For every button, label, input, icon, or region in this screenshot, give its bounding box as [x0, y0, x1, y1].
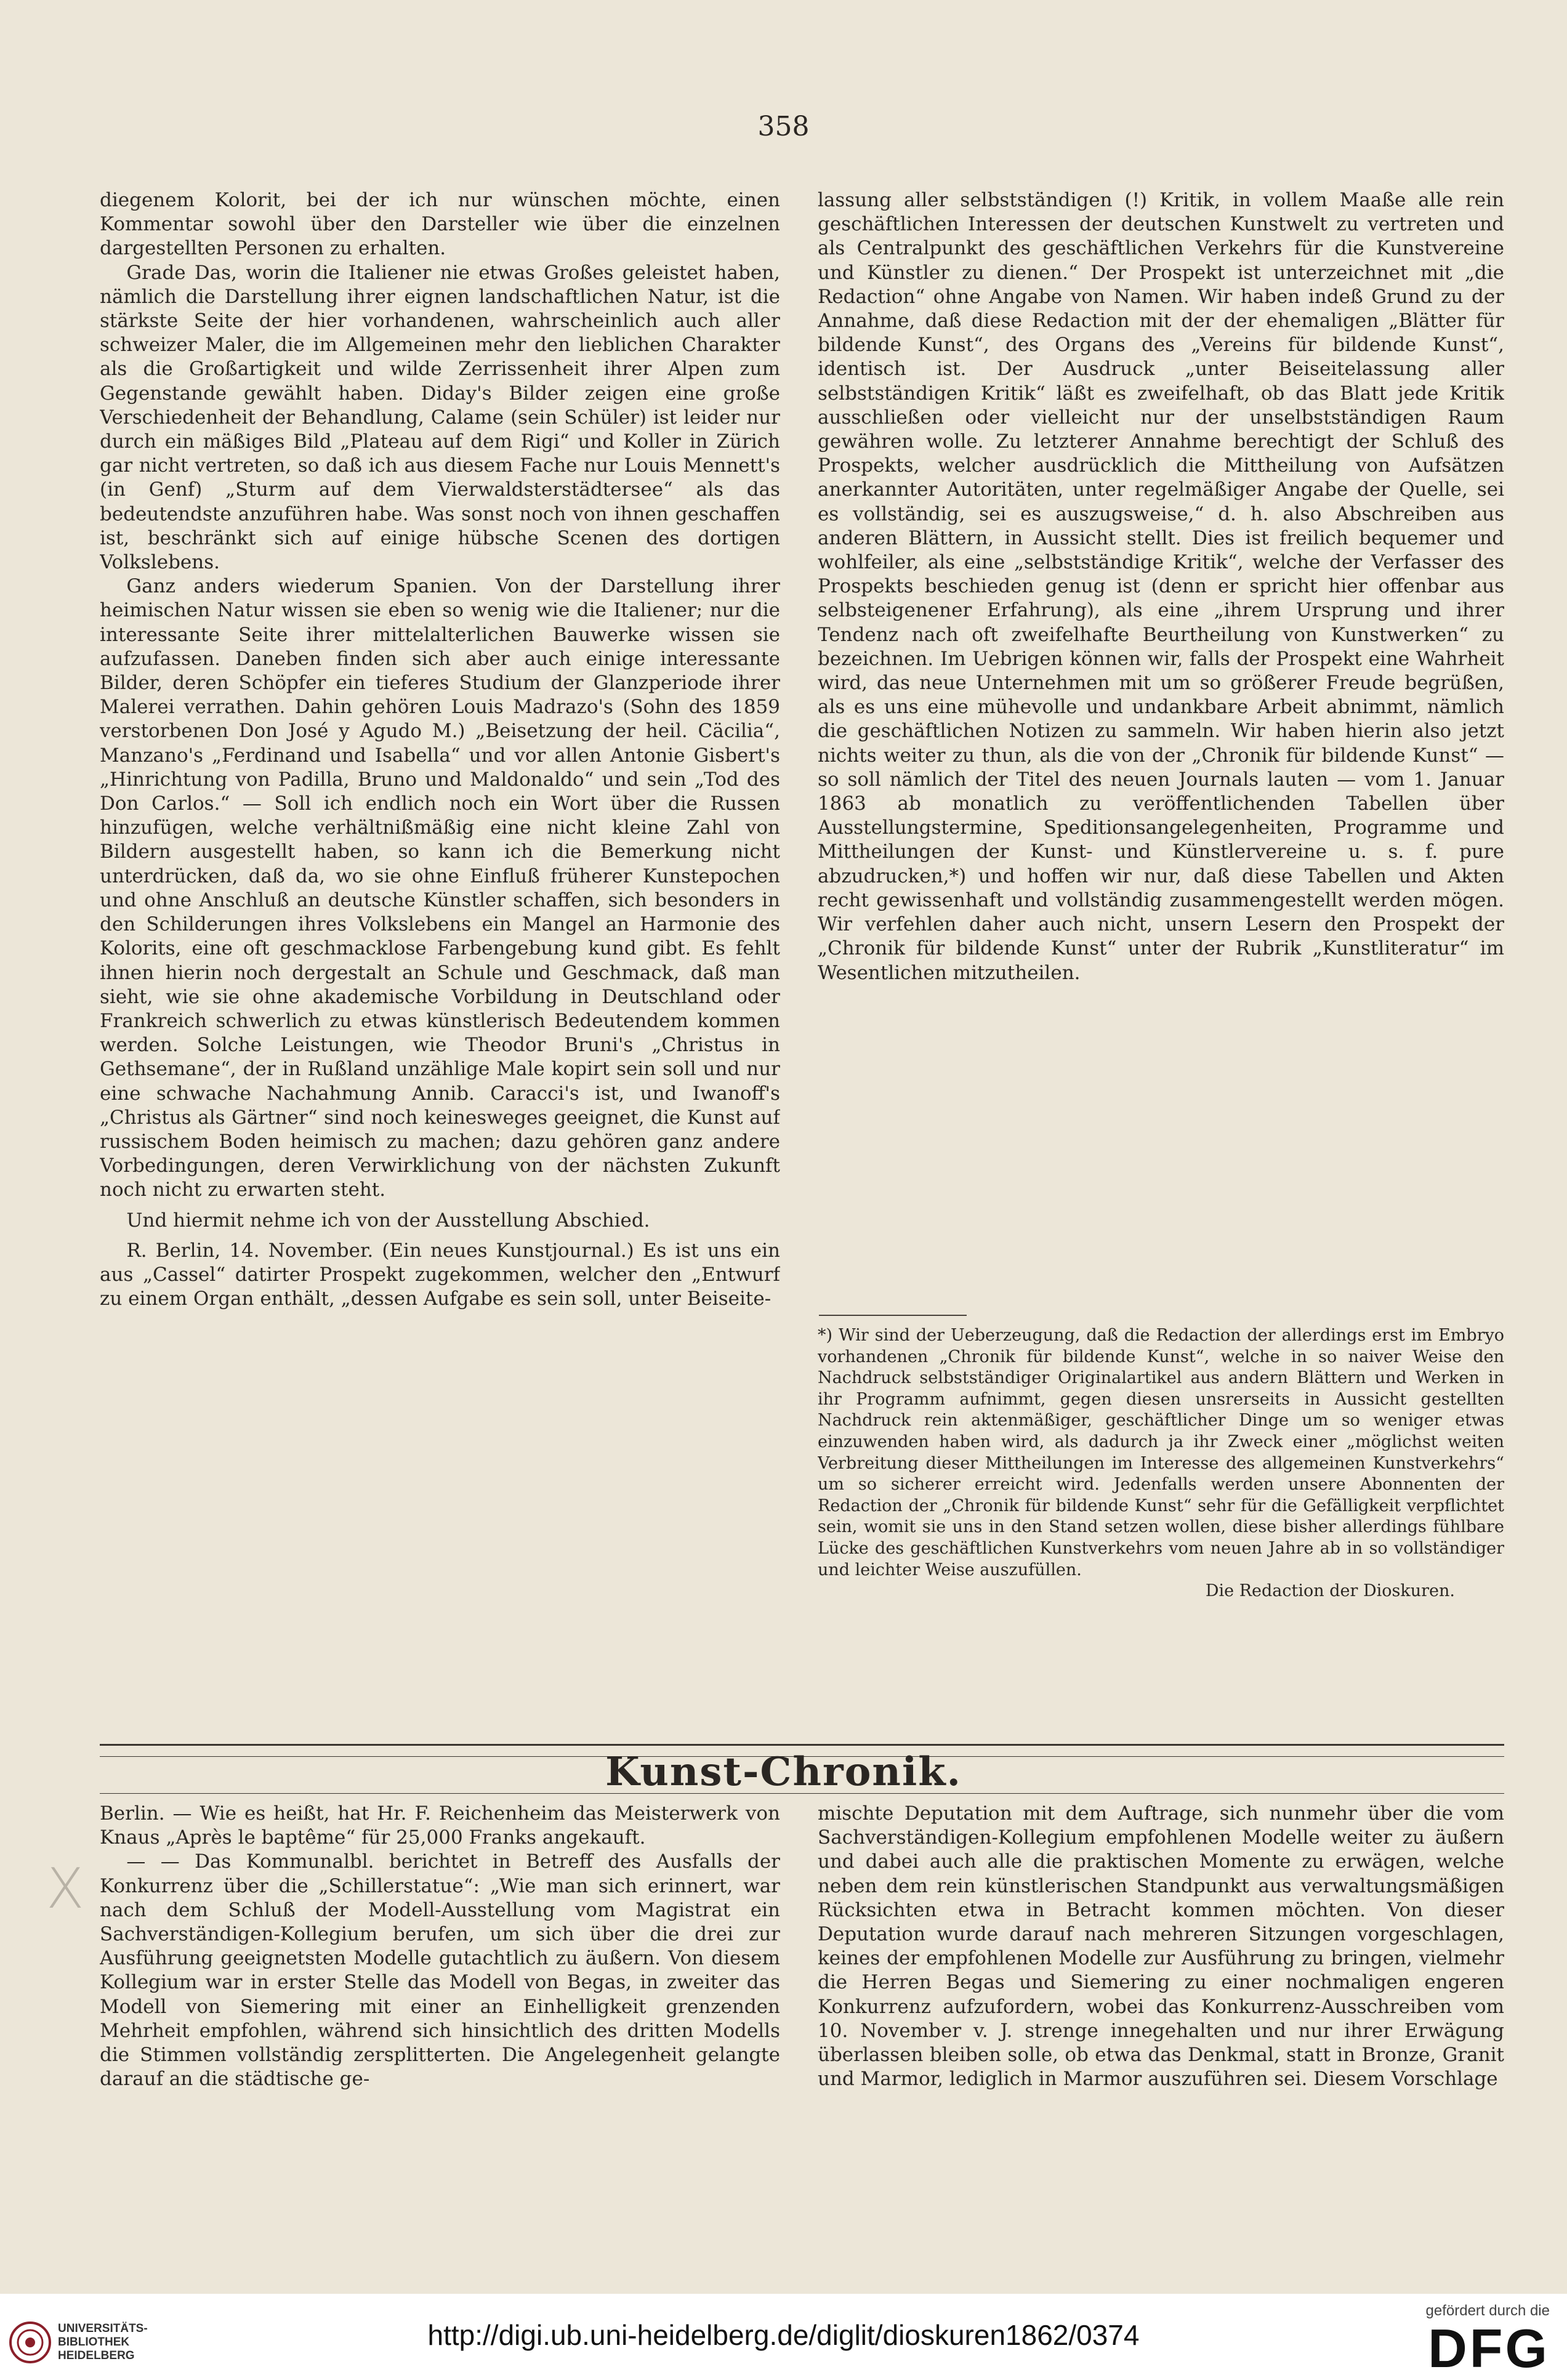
- column-right-top: [818, 188, 1504, 1297]
- footnote: [818, 1325, 1504, 1719]
- footnote-rule: [819, 1315, 967, 1316]
- paragraph: R. Berlin, 14. November. (Ein neues Kunstjournal.) Es ist uns ein aus „Cassel“ datirter Prospekt zugekommen, welcher den „Entwurf zu einem Organ enthält, „dessen Aufgabe es sein soll, unter Beiseite-: [100, 1239, 780, 1310]
- paragraph: Und hiermit nehme ich von der Ausstellung Abschied.: [126, 1209, 650, 1232]
- dfg-logo: DFG: [1428, 2318, 1550, 2379]
- paragraph: Grade Das, worin die Italiener nie etwas Großes geleistet haben, nämlich die Darstellung ihrer eignen landschaftlichen Natur, ist die stärkste Seite der hier vorhandenen, wahrscheinlich auch aller schweizer Maler, die im Allgemeinen mehr den lieblichen Charakter als die Großartigkeit und wilde Zerrissenheit ihrer Alpen zum Gegenstande gewählt haben. Diday's Bilder zeigen eine große Verschiedenheit der Behandlung, Calame (sein Schüler) ist leider nur durch ein mäßiges Bild „Plateau auf dem Rigi“ und Koller in Zürich gar nicht vertreten, so daß ich aus diesem Fache nur Louis Mennett's (in Genf) „Sturm auf dem Vierwaldsterstädtersee“ als das bedeutendste anzuführen habe. Was sonst noch von ihnen geschaffen ist, beschränkt sich auf einige hübsche Scenen des dortigen Volkslebens.: [100, 261, 780, 574]
- footnote-text: *) Wir sind der Ueberzeugung, daß die Redaction der allerdings erst im Embryo vorhandenen „Chronik für bildende Kunst“, welche in so naiver Weise den Nachdruck selbstständiger Originalartikel aus andern Blättern und Werken in ihr Programm aufnimmt, gegen diesen unsrerseits in Aussicht gestellten Nachdruck rein aktenmäßiger, geschäftlicher Dinge um so weniger etwas einzuwenden haben wird, als dadurch ja ihr Zweck einer „möglichst weiten Verbreitung dieser Mittheilungen im Interesse des allgemeinen Kunstverkehrs“ um so sicherer erreicht wird. Jedenfalls werden unsere Abonnenten der Redaction der „Chronik für bildende Kunst“ sehr für die Gefälligkeit verpflichtet sein, womit sie uns in den Stand setzen wollen, diese bisher allerdings fühlbare Lücke des geschäftlichen Kunstverkehrs vom neuen Jahre ab in so vollständiger und leichter Weise auszufüllen.: [818, 1326, 1504, 1579]
- section-rule-top: [100, 1744, 1504, 1746]
- footnote-signature: Die Redaction der Dioskuren.: [1205, 1581, 1455, 1601]
- column-right-bottom: [818, 1802, 1504, 2257]
- source-url-link[interactable]: http://digi.ub.uni-heidelberg.de/diglit/dioskuren1862/0374: [427, 2319, 1140, 2351]
- university-name-line: UNIVERSITÄTS-: [58, 2322, 148, 2335]
- university-name-line: BIBLIOTHEK: [58, 2336, 130, 2349]
- footer-bar: [0, 2294, 1567, 2380]
- paragraph: lassung aller selbstständigen (!) Kritik, in vollem Maaße alle rein geschäftlichen Interessen der deutschen Kunstwelt zu vertreten und als Centralpunkt des geschäftlichen Verkehrs für die Kunstvereine und Künstler zu dienen.“ Der Prospekt ist unterzeichnet mit „die Redaction“ ohne Angabe von Namen. Wir haben indeß Grund zu der Annahme, daß diese Redaction mit der der ehemaligen „Blätter für bildende Kunst“, des Organs des „Vereins für bildende Kunst“, identisch ist. Der Ausdruck „unter Beiseitelassung aller selbstständigen Kritik“ läßt es zweifelhaft, ob das Blatt jede Kritik ausschließen oder vielleicht nur der unselbstständigen Raum gewähren wolle. Zu letzterer Annahme berechtigt der Schluß des Prospekts, welcher ausdrücklich die Mittheilung von Aufsätzen anerkannter Autoritäten, unter regelmäßiger Angabe der Quelle, sei es vollständig, sei es auszugsweise,“ d. h. also Abschreiben aus anderen Blättern, in Aussicht stellt. Dies ist freilich bequemer und wohlfeiler, als eine „selbstständige Kritik“, welche der Verfasser des Prospekts beschieden genug ist (denn er spricht hier offenbar aus selbsteigenener Erfahrung), als eine „ihrem Ursprung und ihrer Tendenz nach oft zweifelhafte Beurtheilung von Kunstwerken“ zu bezeichnen. Im Uebrigen können wir, falls der Prospekt eine Wahrheit wird, das neue Unternehmen mit um so größerer Freude begrüßen, als es uns eine mühevolle und undankbare Arbeit abnimmt, nämlich die geschäftlichen Notizen zu sammeln. Wir haben hierin also jetzt nichts weiter zu thun, als die von der „Chronik für bildende Kunst“ — so soll nämlich der Titel des neuen Journals lauten — vom 1. Januar 1863 ab monatlich zu veröffentlichenden Tabellen über Ausstellungstermine, Speditionsangelegenheiten, Programme und Mittheilungen der Kunst- und Künstlervereine u. s. f. pure abzudrucken,*) und hoffen wir nur, daß diese Tabellen und Akten recht gewissenhaft und vollständig zusammengestellt werden mögen. Wir verfehlen daher auch nicht, unsern Lesern den Prospekt der „Chronik für bildende Kunst“ unter der Rubrik „Kunstliteratur“ im Wesentlichen mitzutheilen.: [818, 189, 1504, 984]
- paragraph: Berlin. — Wie es heißt, hat Hr. F. Reichenheim das Meisterwerk von Knaus „Après le baptême“ für 25,000 Franks angekauft.: [100, 1802, 780, 1849]
- funding-note: gefördert durch die: [1425, 2302, 1550, 2319]
- paragraph: Ganz anders wiederum Spanien. Von der Darstellung ihrer heimischen Natur wissen sie eben so wenig wie die Italiener; nur die interessante Seite ihrer mittelalterlichen Bauwerke wissen sie aufzufassen. Daneben finden sich aber auch einige interessante Bilder, deren Schöpfer ein tieferes Studium der Glanzperiode ihrer Malerei verrathen. Dahin gehören Louis Madrazo's (Sohn des 1859 verstorbenen Don José y Agudo M.) „Beisetzung der heil. Cäcilia“, Manzano's „Ferdinand und Isabella“ und vor allen Antonie Gisbert's „Hinrichtung von Padilla, Bruno und Maldonaldo“ und sein „Tod des Don Carlos.“ — Soll ich endlich noch ein Wort über die Russen hinzufügen, welche verhältnißmäßig eine nicht kleine Zahl von Bildern ausgestellt haben, so kann ich die Bemerkung nicht unterdrücken, daß da, wo sie ohne Einfluß früherer Kunstepochen und ohne Anschluß an deutsche Künstler schaffen, sich besonders in den Schilderungen ihres Volkslebens ein Mangel an Harmonie des Kolorits, eine oft geschmacklose Farbengebung kund gibt. Es fehlt ihnen hierin noch dergestalt an Schule und Geschmack, daß man sieht, wie sie ohne akademische Vorbildung in Deutschland oder Frankreich schwerlich zu etwas künstlerisch Bedeutendem kommen werden. Solche Leistungen, wie Theodor Bruni's „Christus in Gethsemane“, der in Rußland unzählige Male kopirt sein soll und nur eine schwache Nachahmung Annib. Caracci's ist, und Iwanoff's „Christus als Gärtner“ sind noch keinesweges geeignet, die Kunst auf russischem Boden heimisch zu machen; dazu gehören ganz andere Vorbedingungen, deren Verwirklichung von der nächsten Zukunft noch nicht zu erwarten steht.: [100, 575, 780, 1201]
- section-title: Kunst-Chronik.: [605, 1749, 962, 1795]
- column-left-top: [100, 188, 780, 1743]
- paragraph: — — Das Kommunalbl. berichtet in Betreff des Ausfalls der Konkurrenz über die „Schillerstatue“: „Wie man sich erinnert, war nach dem Schluß der Modell-Ausstellung vom Magistrat ein Sachverständigen-Kollegium berufen, um sich über die drei zur Ausführung geeignetsten Modelle gutachtlich zu äußern. Von diesem Kollegium war in erster Stelle das Modell von Begas, in zweiter das Modell von Siemering mit einer an Einhelligkeit grenzenden Mehrheit empfohlen, während sich hinsichtlich des dritten Modells die Stimmen vollständig zersplitterten. Die Angelegenheit gelangte darauf an die städtische ge-: [100, 1850, 780, 2091]
- margin-pencil-mark: X: [46, 1857, 84, 1921]
- column-left-bottom: [100, 1802, 780, 2257]
- university-name-line: HEIDELBERG: [58, 2349, 135, 2362]
- page-number: 358: [757, 111, 810, 142]
- paragraph: mischte Deputation mit dem Auftrage, sich nunmehr über die vom Sachverständigen-Kollegium empfohlenen Modelle weiter zu äußern und dabei auch alle die praktischen Momente zu erwägen, welche neben dem rein künstlerischen Standpunkt aus verwaltungsmäßigen Rücksichten etwa in Betracht kommen möchten. Von dieser Deputation wurde darauf nach mehreren Sitzungen vorgeschlagen, keines der empfohlenen Modelle zur Ausführung zu bringen, vielmehr die Herren Begas und Siemering zu einer nochmaligen engeren Konkurrenz aufzufordern, wobei das Konkurrenz-Ausschreiben vom 10. November v. J. strenge innegehalten und nur ihrer Erwägung überlassen bleiben solle, ob etwa das Denkmal, statt in Bronze, Granit und Marmor, lediglich in Marmor auszuführen sei. Diesem Vorschlage: [818, 1802, 1504, 2091]
- paragraph: diegenem Kolorit, bei der ich nur wünschen möchte, einen Kommentar sowohl über den Darsteller wie über die einzelnen dargestellten Personen zu erhalten.: [100, 189, 780, 260]
- section-rule-bottom: [100, 1793, 1504, 1794]
